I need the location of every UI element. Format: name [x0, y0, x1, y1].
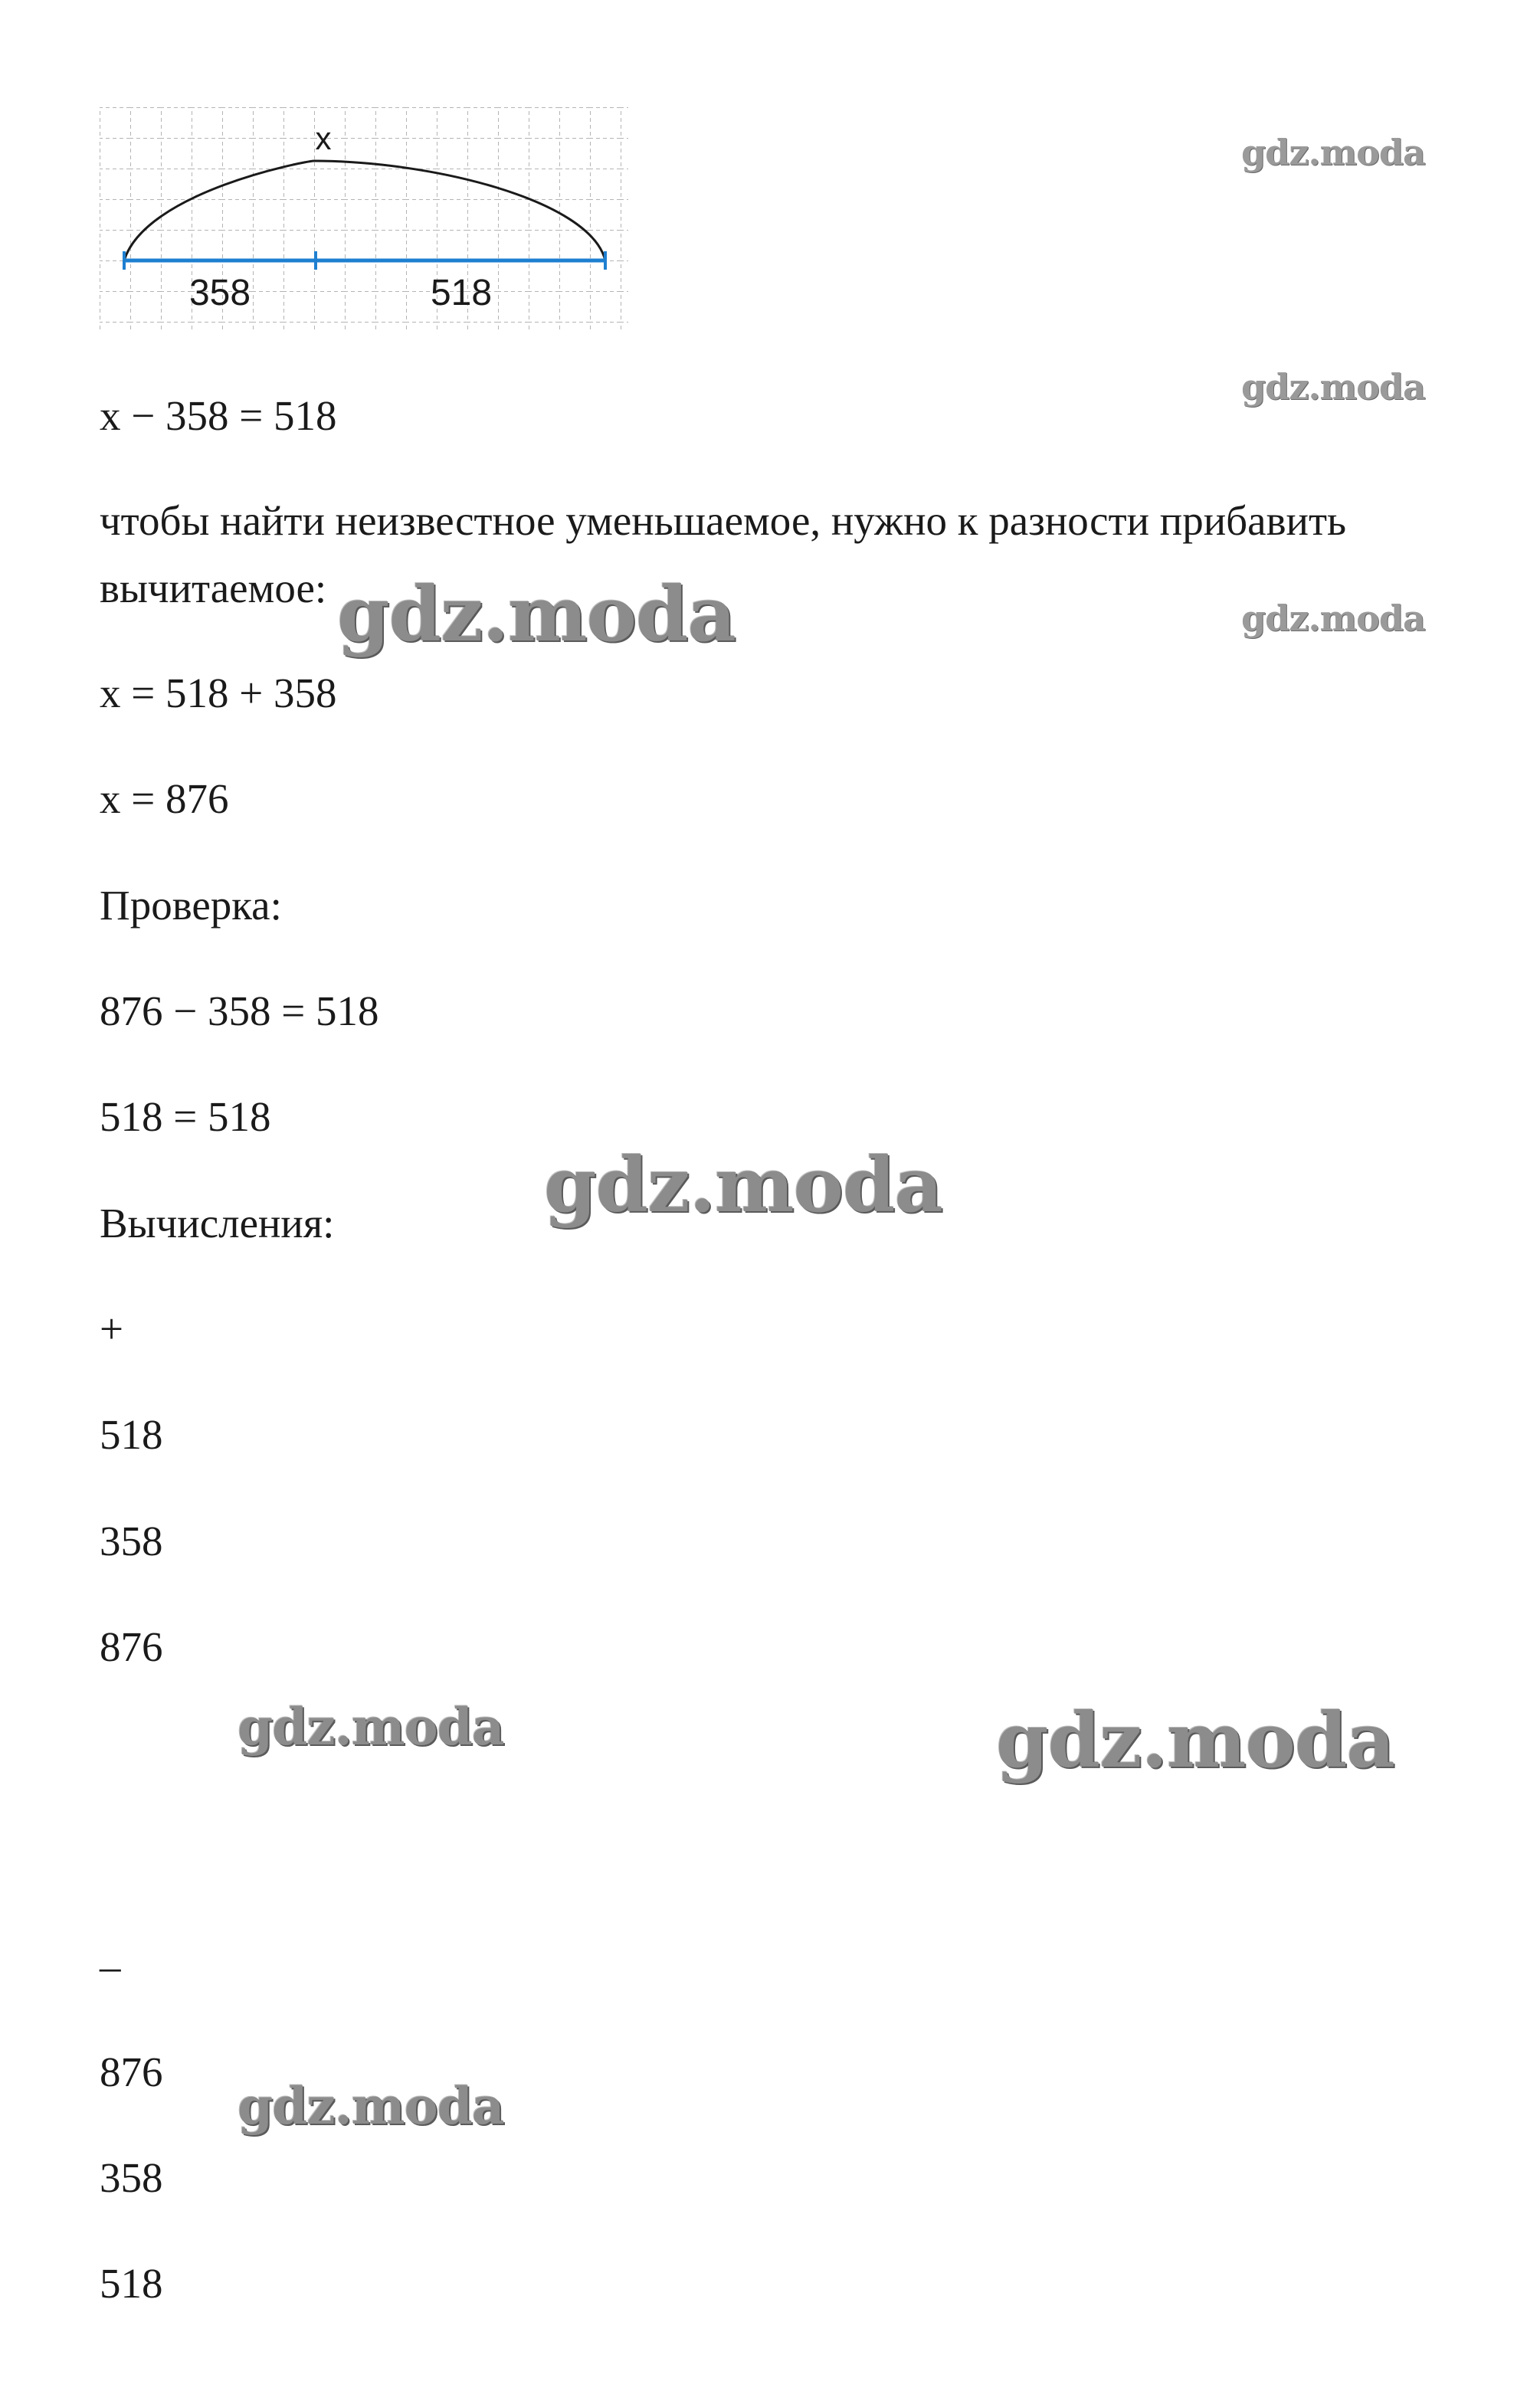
watermark: gdz.moda [544, 1141, 942, 1230]
rule-text: чтобы найти неизвестное уменьшаемое, нужно к разности прибавить вычитаемое: [100, 497, 1347, 611]
segment-diagram-svg [100, 107, 628, 337]
addition-sign: + [100, 1305, 124, 1352]
subtraction-operand-b: 358 [100, 2154, 163, 2201]
segment-diagram [100, 107, 628, 337]
label-358: 358 [188, 273, 251, 313]
check-2-line: 518 = 518 [100, 1093, 271, 1140]
equation-line: x − 358 = 518 [100, 392, 337, 439]
watermark: gdz.moda [1241, 132, 1425, 173]
watermark: gdz.moda [238, 1697, 504, 1757]
check-label: Проверка: [100, 882, 282, 929]
watermark: gdz.moda [996, 1697, 1394, 1785]
addition-operand-b: 358 [100, 1518, 163, 1564]
step-2-line: x = 876 [100, 775, 229, 822]
subtraction-result: 518 [100, 2260, 163, 2307]
subtraction-sign: – [100, 1943, 121, 1990]
watermark: gdz.moda [1241, 366, 1425, 408]
addition-result: 876 [100, 1623, 163, 1670]
calc-label: Вычисления: [100, 1200, 335, 1246]
watermark: gdz.moda [337, 571, 736, 659]
label-x: x [315, 120, 332, 156]
addition-operand-a: 518 [100, 1411, 163, 1458]
label-518: 518 [430, 273, 493, 313]
step-1-line: x = 518 + 358 [100, 670, 337, 716]
subtraction-operand-a: 876 [100, 2049, 163, 2095]
grid-background [100, 107, 628, 329]
watermark: gdz.moda [238, 2076, 504, 2136]
check-1-line: 876 − 358 = 518 [100, 988, 379, 1034]
watermark: gdz.moda [1241, 598, 1425, 639]
